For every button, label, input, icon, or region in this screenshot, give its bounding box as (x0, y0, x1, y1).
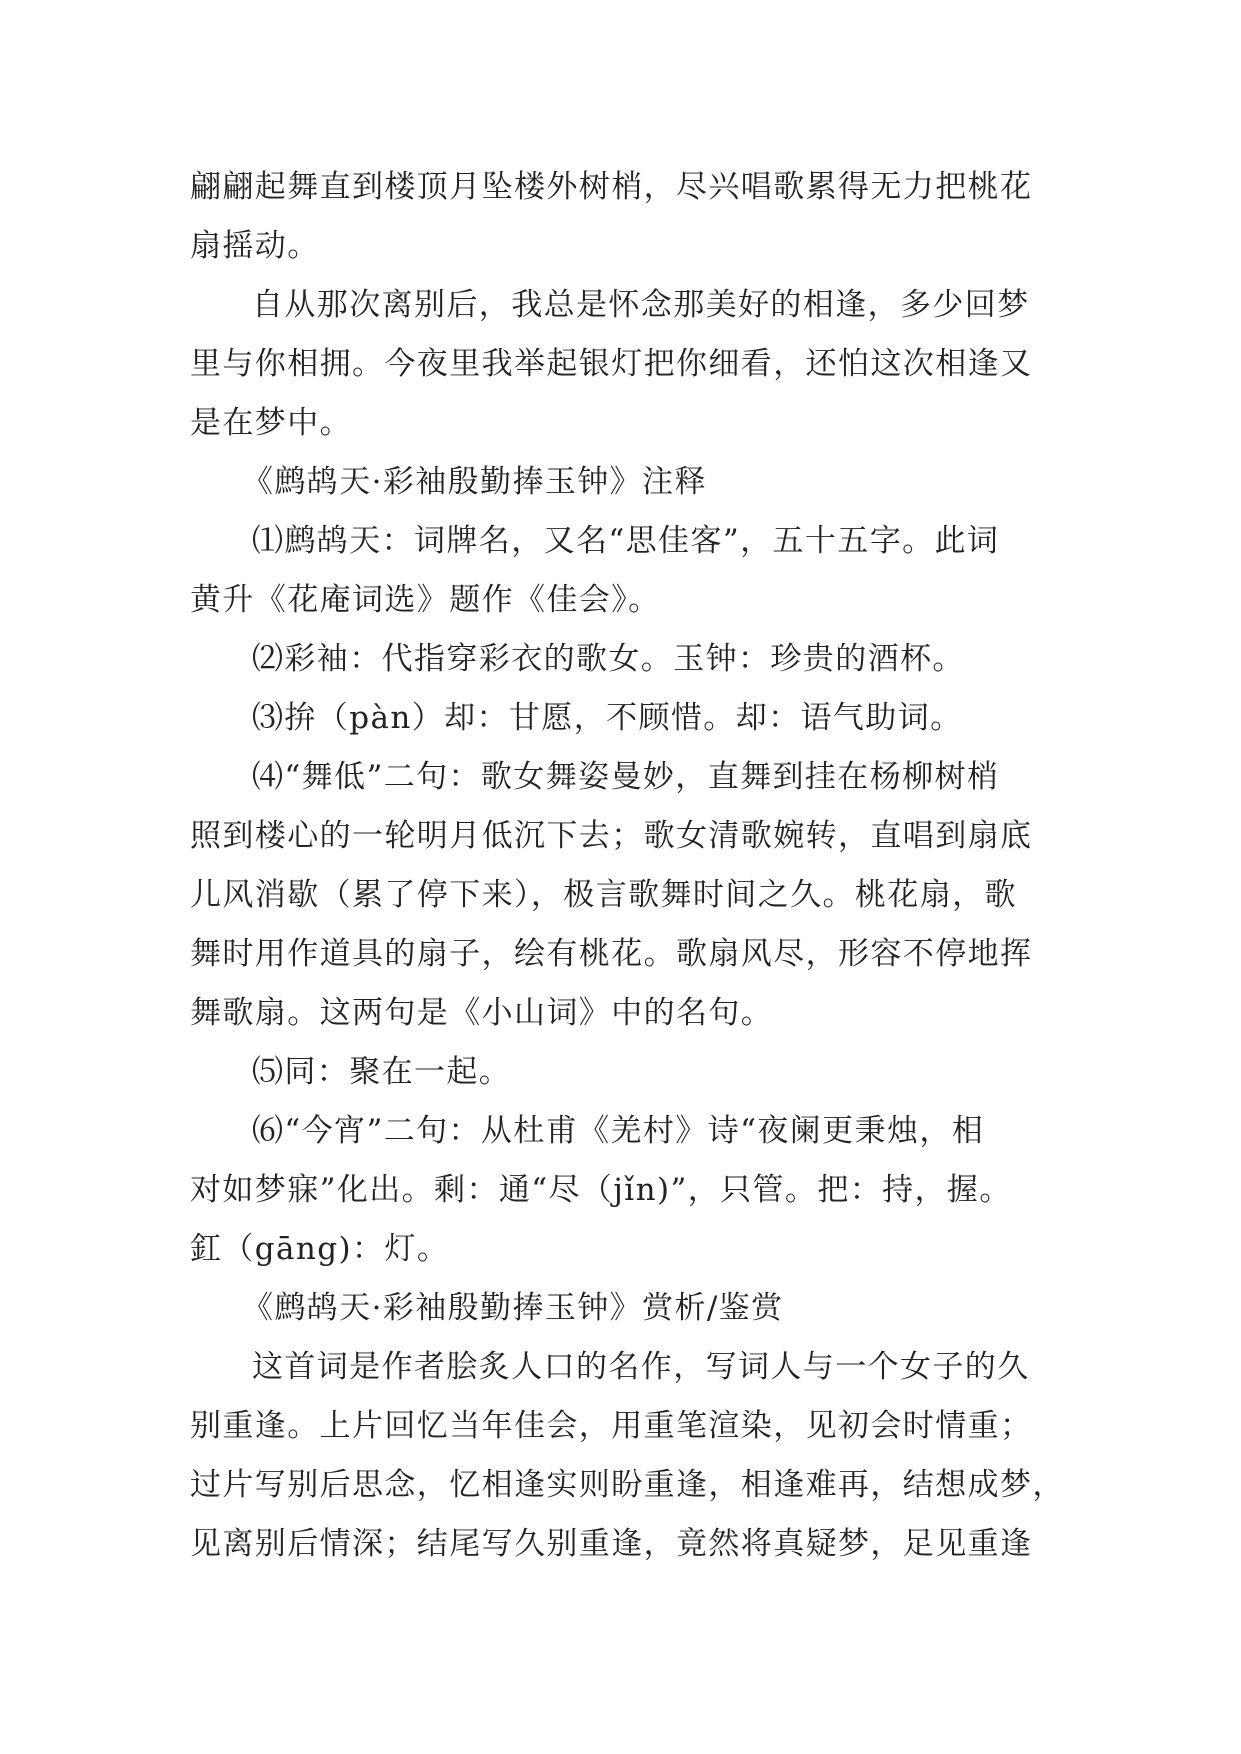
text-line: 舞歌扇。这两句是《小山词》中的名句。 (190, 995, 774, 1031)
text-line: 釭（gāng)：灯。 (190, 1231, 450, 1267)
note-6: ⑹“今宵”二句：从杜甫《羌村》诗“夜阑更秉烛，相 (252, 1113, 985, 1149)
text-line: 是在梦中。 (190, 405, 352, 441)
paragraph-first-line: 自从那次离别后，我总是怀念那美好的相逢，多少回梦 (252, 287, 1030, 323)
section-heading-appreciation: 《鹧鸪天·彩袖殷勤捧玉钟》赏析/鉴赏 (242, 1290, 784, 1326)
section-heading-notes: 《鹧鸪天·彩袖殷勤捧玉钟》注释 (242, 464, 707, 500)
text-line: 别重逢。上片回忆当年佳会，用重笔渲染，见初会时情重； (190, 1408, 1033, 1444)
text-line: 黄升《花庵词选》题作《佳会》。 (190, 582, 661, 618)
note-4: ⑷“舞低”二句：歌女舞姿曼妙，直舞到挂在杨柳树梢 (252, 759, 1000, 795)
note-5: ⑸同：聚在一起。 (252, 1054, 512, 1090)
text-line: 儿风消歇（累了停下来），极言歌舞时间之久。桃花扇，歌 (190, 877, 1017, 913)
note-3: ⑶拚（pàn）却：甘愿，不顾惜。却：语气助词。 (252, 700, 963, 736)
paragraph-first-line: 这首词是作者脍炙人口的名作，写词人与一个女子的久 (252, 1349, 1030, 1385)
text-line: 里与你相拥。今夜里我举起银灯把你细看，还怕这次相逢又 (190, 346, 1033, 382)
document-body (190, 158, 1065, 1574)
text-line: 对如梦寐”化出。剩：通“尽（jǐn)”，只管。把：持，握。 (190, 1172, 1012, 1208)
text-line: 照到楼心的一轮明月低沉下去；歌女清歌婉转，直唱到扇底 (190, 818, 1033, 854)
text-line: 见离别后情深；结尾写久别重逢，竟然将真疑梦，足见重逢 (190, 1526, 1033, 1562)
text-line: 扇摇动。 (190, 228, 320, 264)
text-line: 舞时用作道具的扇子，绘有桃花。歌扇风尽，形容不停地挥 (190, 936, 1033, 972)
note-1: ⑴鹧鸪天：词牌名，又名“思佳客”，五十五字。此词 (252, 523, 1000, 559)
text-line: 过片写别后思念，忆相逢实则盼重逢，相逢难再，结想成梦， (190, 1467, 1065, 1503)
note-2: ⑵彩袖：代指穿彩衣的歌女。玉钟：珍贵的酒杯。 (252, 641, 965, 677)
text-line: 翩翩起舞直到楼顶月坠楼外树梢，尽兴唱歌累得无力把桃花 (190, 169, 1033, 205)
